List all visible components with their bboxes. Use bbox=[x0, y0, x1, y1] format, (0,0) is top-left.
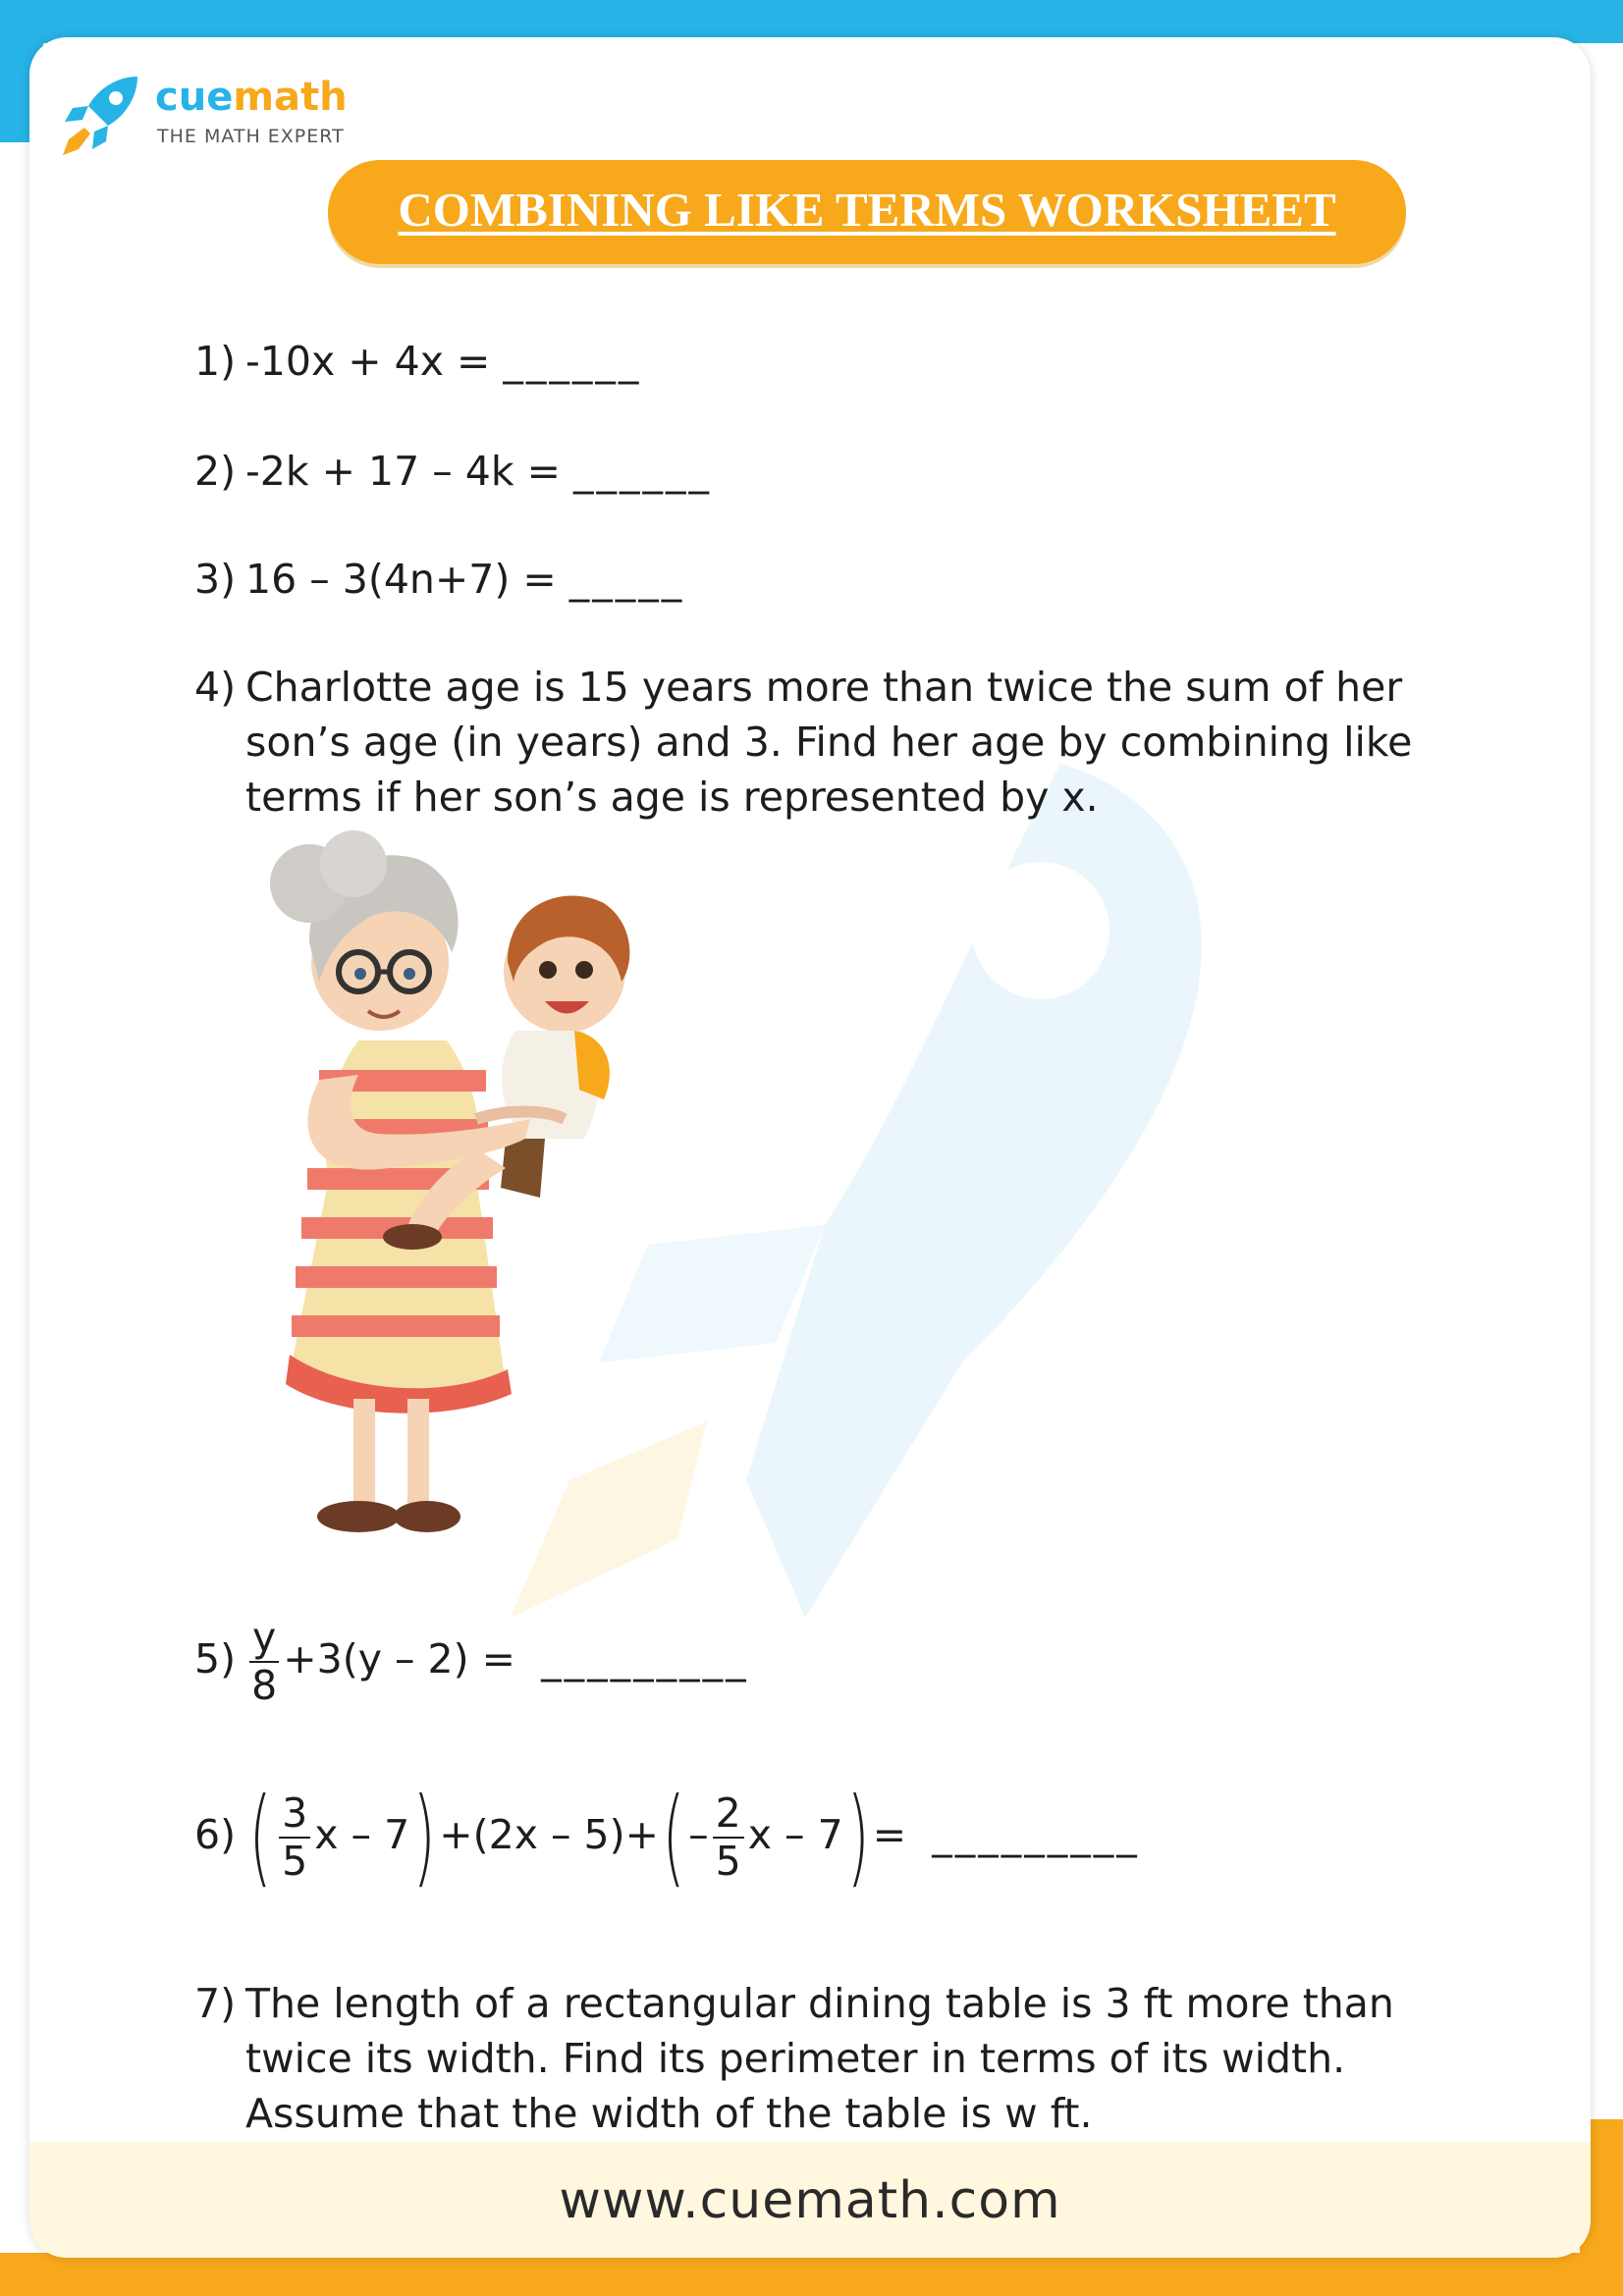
question-5 bbox=[194, 1614, 749, 1709]
answer-blank[interactable]: ______ bbox=[503, 338, 642, 385]
answer-blank[interactable]: _________ bbox=[932, 1811, 1140, 1858]
question-number: 5) bbox=[194, 1635, 237, 1682]
left-paren: ( bbox=[248, 1776, 272, 1898]
fraction-numerator: y bbox=[249, 1618, 279, 1663]
question-line: terms if her son’s age is represented by x. bbox=[245, 774, 1099, 821]
question-3 bbox=[194, 552, 684, 607]
brand-name-part2: math bbox=[233, 75, 348, 120]
bottom-accent-bar bbox=[0, 2253, 1623, 2296]
fraction-denominator: 5 bbox=[282, 1838, 308, 1885]
question-line: Assume that the width of the table is w ft. bbox=[245, 2090, 1093, 2137]
question-line: The length of a rectangular dining table is 3 ft more than bbox=[245, 1980, 1394, 2027]
question-number: 2) bbox=[194, 448, 237, 495]
fraction-2-over-5 bbox=[713, 1789, 744, 1885]
right-paren: ) bbox=[846, 1776, 870, 1898]
right-paren: ) bbox=[412, 1776, 436, 1898]
left-paren: ( bbox=[662, 1776, 685, 1898]
question-number: 1) bbox=[194, 338, 237, 385]
question-1 bbox=[194, 334, 641, 389]
question-number: 6) bbox=[194, 1811, 237, 1858]
brand-name bbox=[155, 75, 348, 120]
grandmother-child-illustration bbox=[250, 825, 702, 1571]
worksheet-title: COMBINING LIKE TERMS WORKSHEET bbox=[398, 183, 1336, 237]
question-4 bbox=[245, 660, 1463, 825]
fraction-3-over-5 bbox=[279, 1789, 310, 1885]
fraction-denominator: 5 bbox=[715, 1838, 741, 1885]
middle-term: +(2x – 5)+ bbox=[439, 1811, 659, 1858]
fraction-numerator: 3 bbox=[279, 1793, 310, 1839]
rocket-icon bbox=[59, 71, 147, 159]
term: x – 7 bbox=[314, 1811, 410, 1858]
answer-blank[interactable]: _____ bbox=[568, 556, 685, 603]
brand-tagline: THE MATH EXPERT bbox=[157, 126, 345, 147]
question-line: son’s age (in years) and 3. Find her age by combining like bbox=[245, 719, 1413, 766]
question-text: -10x + 4x = bbox=[245, 338, 504, 385]
answer-blank[interactable]: ______ bbox=[573, 448, 713, 495]
question-number: 3) bbox=[194, 556, 237, 603]
title-banner bbox=[328, 160, 1406, 264]
question-7 bbox=[245, 1976, 1463, 2141]
question-4-number: 4) bbox=[194, 664, 237, 711]
footer-band bbox=[29, 2142, 1591, 2258]
equals-sign: = bbox=[872, 1811, 907, 1858]
brand-name-part1: cue bbox=[155, 75, 234, 120]
footer-url[interactable]: www.cuemath.com bbox=[559, 2171, 1061, 2230]
negative-sign: – bbox=[688, 1811, 709, 1858]
question-2 bbox=[194, 444, 712, 499]
fraction-y-over-8 bbox=[249, 1614, 279, 1709]
term: x – 7 bbox=[747, 1811, 843, 1858]
question-6 bbox=[194, 1776, 1140, 1898]
question-line: twice its width. Find its perimeter in terms of its width. bbox=[245, 2035, 1346, 2082]
question-text: 16 – 3(4n+7) = bbox=[245, 556, 569, 603]
expression-rest: +3(y – 2) = bbox=[283, 1635, 515, 1682]
fraction-denominator: 8 bbox=[251, 1662, 278, 1709]
question-line: Charlotte age is 15 years more than twice the sum of her bbox=[245, 664, 1403, 711]
fraction-numerator: 2 bbox=[713, 1793, 744, 1839]
question-7-number: 7) bbox=[194, 1980, 237, 2027]
question-text: -2k + 17 – 4k = bbox=[245, 448, 574, 495]
answer-blank[interactable]: _________ bbox=[541, 1635, 749, 1682]
